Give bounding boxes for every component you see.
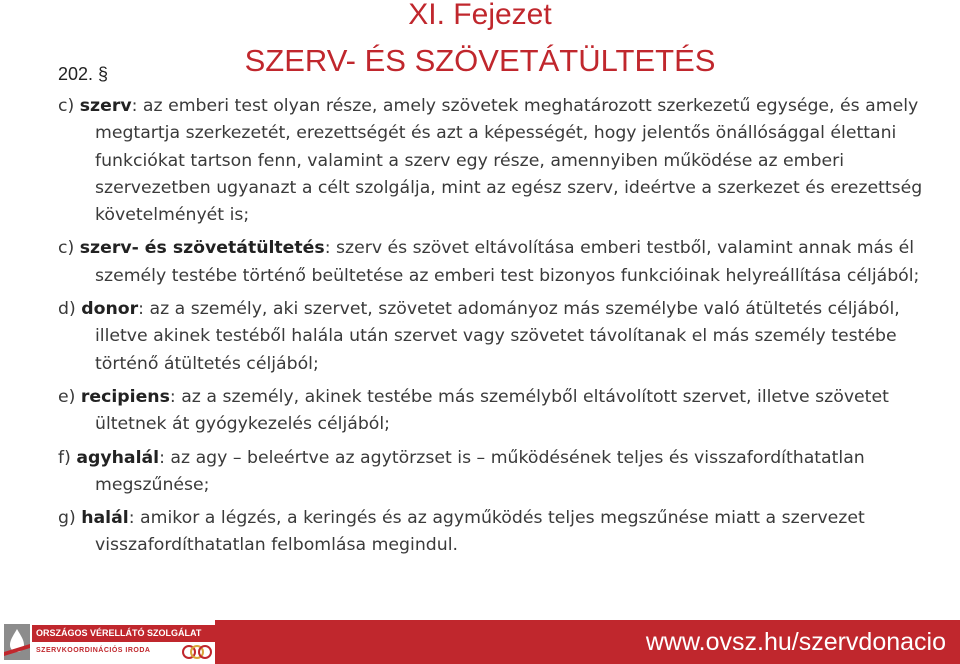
definition-term: halál — [81, 508, 129, 529]
definition-list — [58, 93, 953, 560]
ovsz-logo — [0, 620, 215, 664]
footer-url-link[interactable]: www.ovsz.hu/szervdonacio — [645, 628, 946, 656]
definition-label: e) — [58, 386, 76, 407]
footer-bar — [0, 620, 960, 664]
section-number: 202. § — [58, 64, 109, 84]
definition-term: szerv — [79, 96, 132, 116]
definition-text: : az a személy, aki szervet, szövetet adományoz más személybe való átültetés céljából, illetve akinek testéből halála után szervet vagy szövetet távolítanak el más személy testébe történő átültetés céljából; — [95, 299, 900, 374]
definition-text: : az emberi test olyan része, amely szövetek meghatározott szerkezetű egysége, és amely megtartja szerkezetét, erezettségét és azt a képességét, hogy jelentős önállósággal élettani funkciókat tartson fenn, valamint a szerv egy része, amennyiben működése az emberi szervezetben ugyanazt a célt szolgálja, mint az egész szerv, ideértve a szerkezet és erezettség követelményét is; — [95, 96, 923, 226]
definition-label: c) — [58, 96, 75, 116]
definition-item — [58, 445, 953, 500]
chapter-heading: XI. Fejezet — [408, 0, 552, 31]
definition-text: : az agy – beleértve az agytörzset is – működésének teljes és visszafordíthatatlan megszűnése; — [95, 447, 865, 495]
definition-text: : szerv és szövet eltávolítása emberi testből, valamint annak más él személy testébe történő beültetése az emberi test bizonyos funkcióinak helyreállítása céljából; — [95, 238, 920, 286]
blood-drop-emblem-icon — [4, 624, 30, 660]
rings-icon — [180, 643, 214, 661]
page-title: SZERV- ÉS SZÖVETÁTÜLTETÉS — [244, 43, 716, 78]
definition-term: szerv- és szövetátültetés — [79, 238, 325, 259]
definition-label: d) — [58, 299, 76, 320]
definition-label: f) — [58, 447, 71, 468]
definition-item — [58, 296, 953, 378]
definition-item — [58, 93, 953, 229]
definition-label: g) — [58, 508, 76, 529]
definition-text: : az a személy, akinek testébe más személyből eltávolított szervet, illetve szövetet ültetnek át gyógykezelés céljából; — [95, 386, 889, 435]
definition-item — [58, 235, 953, 290]
office-name: SZERVKOORDINÁCIÓS IRODA — [36, 647, 151, 654]
definition-item — [58, 505, 953, 560]
definition-term: agyhalál — [76, 447, 160, 468]
definition-term: recipiens — [80, 386, 170, 407]
definition-item — [58, 384, 953, 439]
definition-label: c) — [58, 238, 75, 259]
definition-term: donor — [81, 299, 139, 320]
definition-text: : amikor a légzés, a keringés és az agyműködés teljes megszűnése miatt a szervezet visszafordíthatatlan felbomlása megindul. — [95, 508, 865, 556]
org-name: ORSZÁGOS VÉRELLÁTÓ SZOLGÁLAT — [36, 628, 202, 638]
